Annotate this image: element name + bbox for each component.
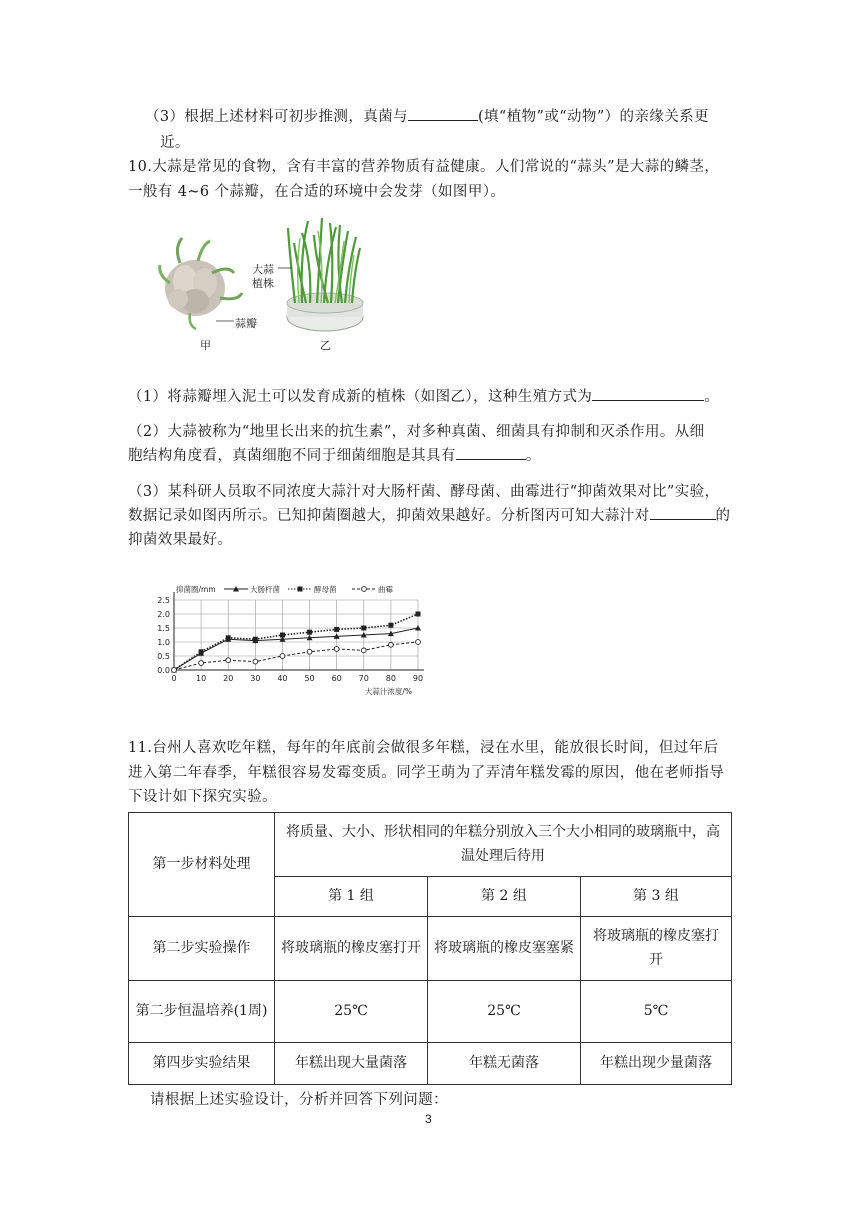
x-tick-label: 40 bbox=[277, 674, 288, 683]
inhibition-chart bbox=[146, 582, 436, 700]
legend-label: 曲霉 bbox=[378, 585, 393, 594]
legend-label: 大肠杆菌 bbox=[250, 585, 280, 594]
legend-marker bbox=[298, 587, 303, 592]
y-tick-label: 2.5 bbox=[157, 596, 170, 605]
label-jia: 甲 bbox=[200, 339, 211, 352]
data-point bbox=[226, 635, 231, 640]
data-point bbox=[253, 637, 258, 642]
table-header-group1: 第 1 组 bbox=[275, 877, 428, 917]
table-cell: 将质量、大小、形状相同的年糕分别放入三个大小相同的玻璃瓶中，高温处理后待用 bbox=[275, 813, 732, 877]
table-row-label: 第二步实验操作 bbox=[129, 917, 275, 981]
data-point bbox=[416, 640, 421, 645]
table-row-label: 第一步材料处理 bbox=[129, 813, 275, 917]
experiment-table bbox=[128, 812, 732, 1085]
series-line bbox=[174, 628, 418, 670]
q11-intro-line1: 11.台州人喜欢吃年糕，每年的年底前会做很多年糕，浸在水里，能放很长时间，但过年后 bbox=[128, 740, 719, 756]
data-point bbox=[199, 649, 204, 654]
data-point bbox=[307, 649, 312, 654]
y-axis-label: 抑菌圈/mm bbox=[176, 585, 216, 594]
table-cell: 将玻璃瓶的橡皮塞打开 bbox=[581, 917, 732, 981]
x-tick-label: 30 bbox=[250, 674, 261, 683]
x-tick-label: 80 bbox=[385, 674, 396, 683]
data-point bbox=[388, 642, 393, 647]
page-number: 3 bbox=[425, 1112, 432, 1126]
y-tick-label: 0.0 bbox=[157, 666, 170, 675]
x-tick-label: 60 bbox=[331, 674, 342, 683]
data-point bbox=[388, 623, 393, 628]
data-point bbox=[253, 659, 258, 664]
table-header-group2: 第 2 组 bbox=[428, 877, 581, 917]
q9-part3-line1: （3）根据上述材料可初步推测，真菌与 (填“植物”或“动物”）的亲缘关系更 bbox=[145, 105, 709, 126]
x-tick-label: 20 bbox=[223, 674, 234, 683]
data-point bbox=[361, 648, 366, 653]
q9-part3-line2: 近。 bbox=[160, 135, 190, 151]
q11-intro-line3: 下设计如下探究实验。 bbox=[128, 789, 277, 805]
label-yi: 乙 bbox=[320, 339, 331, 352]
x-tick-label: 0 bbox=[171, 674, 177, 683]
legend-marker bbox=[362, 587, 367, 592]
x-tick-label: 10 bbox=[196, 674, 207, 683]
data-point bbox=[307, 630, 312, 635]
table-cell: 将玻璃瓶的橡皮塞塞紧 bbox=[428, 917, 581, 981]
x-tick-label: 50 bbox=[304, 674, 315, 683]
data-point bbox=[334, 627, 339, 632]
answer-blank[interactable] bbox=[408, 106, 478, 121]
q10-part2-line1: （2）大蒜被称为“地里长出来的抗生素”，对多种真菌、细菌具有抑制和灭杀作用。从细 bbox=[128, 424, 705, 440]
data-point bbox=[172, 668, 177, 673]
data-point bbox=[199, 661, 204, 666]
table-cell: 25℃ bbox=[428, 981, 581, 1043]
q11-intro-line2: 进入第二年春季，年糕很容易发霉变质。同学王萌为了弄清年糕发霉的原因，他在老师指导 bbox=[128, 765, 724, 781]
y-tick-label: 1.0 bbox=[157, 638, 170, 647]
table-cell: 将玻璃瓶的橡皮塞打开 bbox=[275, 917, 428, 981]
label-plant-1: 大蒜 bbox=[252, 263, 274, 276]
garlic-figure bbox=[150, 213, 380, 353]
data-point bbox=[361, 626, 366, 631]
garlic-plant-image bbox=[278, 218, 363, 331]
q11-outro: 请根据上述实验设计，分析并回答下列问题： bbox=[150, 1092, 448, 1108]
y-tick-label: 1.5 bbox=[157, 624, 170, 633]
data-point bbox=[416, 612, 421, 617]
label-plant-2: 植株 bbox=[252, 277, 274, 290]
data-point bbox=[334, 647, 339, 652]
table-cell: 年糕出现大量菌落 bbox=[275, 1043, 428, 1085]
x-axis-label: 大蒜汁浓度/% bbox=[364, 687, 412, 696]
q10-part3-line3: 抑菌效果最好。 bbox=[128, 532, 233, 548]
garlic-bulb-image bbox=[160, 238, 242, 329]
table-row-label: 第二步恒温培养(1周) bbox=[129, 981, 275, 1043]
q10-intro-line1: 10.大蒜是常见的食物，含有丰富的营养物质有益健康。人们常说的“蒜头”是大蒜的鳞茎， bbox=[128, 159, 720, 175]
q10-part3-line1: （3）某科研人员取不同浓度大蒜汁对大肠杆菌、酵母菌、曲霉进行“抑菌效果对比”实验， bbox=[128, 484, 720, 500]
data-point bbox=[280, 633, 285, 638]
legend-label: 酵母菌 bbox=[314, 585, 337, 594]
q10-part1: （1）将蒜瓣埋入泥土可以发育成新的植株（如图乙），这种生殖方式为 。 bbox=[128, 385, 719, 406]
label-clove: 蒜瓣 bbox=[235, 317, 257, 330]
table-cell: 5℃ bbox=[581, 981, 732, 1043]
y-tick-label: 0.5 bbox=[157, 652, 170, 661]
table-cell: 年糕无菌落 bbox=[428, 1043, 581, 1085]
y-tick-label: 2.0 bbox=[157, 610, 170, 619]
data-point bbox=[226, 658, 231, 663]
table-cell: 年糕出现少量菌落 bbox=[581, 1043, 732, 1085]
q10-part2-line2: 胞结构角度看，真菌细胞不同于细菌细胞是其具有 。 bbox=[128, 444, 541, 465]
table-cell: 25℃ bbox=[275, 981, 428, 1043]
q10-intro-line2: 一般有 4~6 个蒜瓣，在合适的环境中会发芽（如图甲）。 bbox=[128, 184, 506, 200]
table-row-label: 第四步实验结果 bbox=[129, 1043, 275, 1085]
data-point bbox=[280, 654, 285, 659]
answer-blank[interactable] bbox=[592, 386, 704, 401]
answer-blank[interactable] bbox=[650, 505, 716, 520]
q10-part3-line2: 数据记录如图丙所示。已知抑菌圈越大，抑菌效果越好。分析图丙可知大蒜汁对 的 bbox=[128, 504, 730, 525]
table-header-group3: 第 3 组 bbox=[581, 877, 732, 917]
answer-blank[interactable] bbox=[456, 445, 526, 460]
x-tick-label: 70 bbox=[358, 674, 369, 683]
x-tick-label: 90 bbox=[412, 674, 424, 683]
